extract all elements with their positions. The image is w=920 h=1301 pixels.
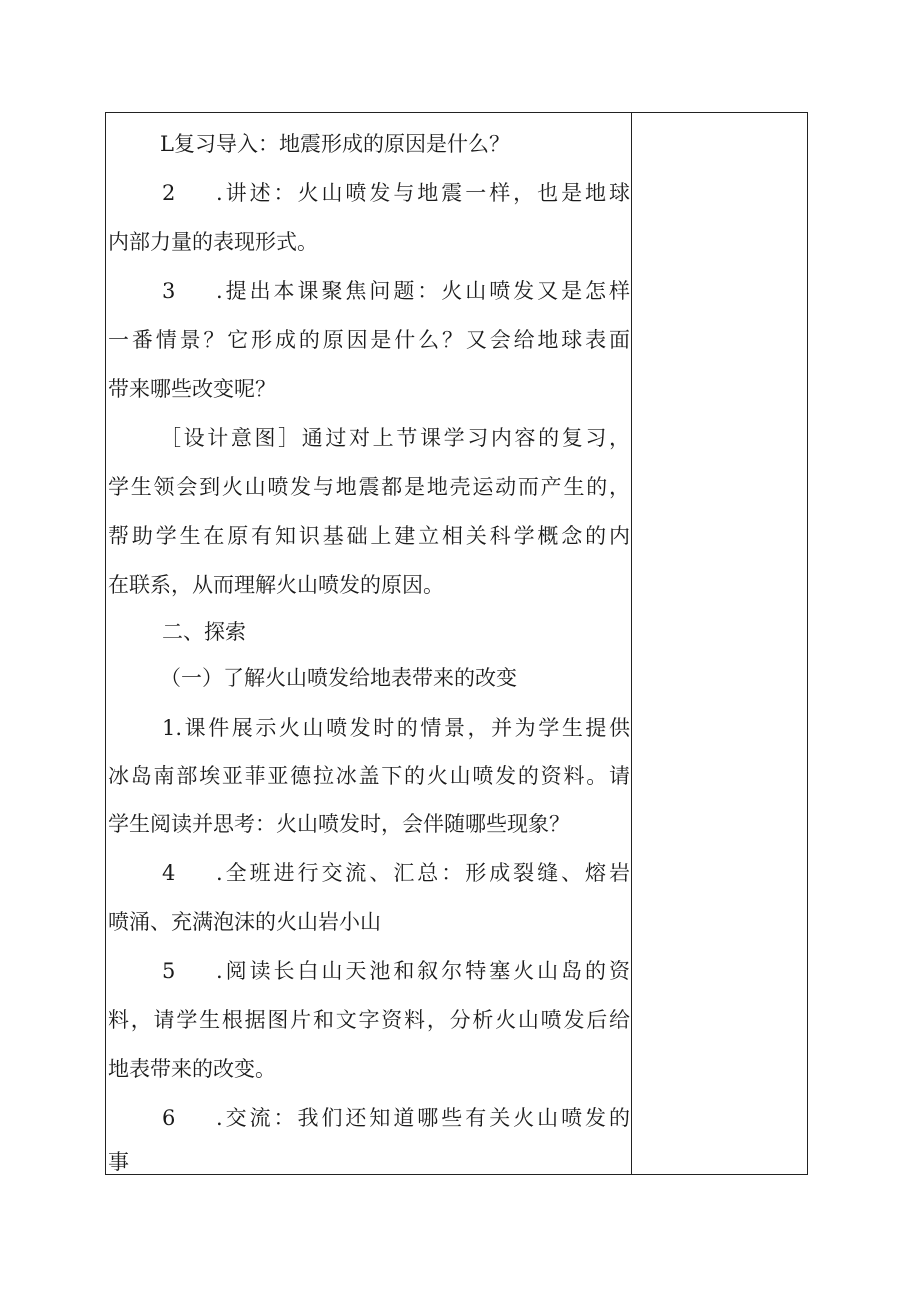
- text-line: .讲述：火山喷发与地震一样，也是地球: [216, 181, 630, 205]
- section-heading: 二、探索: [162, 620, 246, 644]
- text-line: 事: [108, 1150, 129, 1174]
- text-line: 冰岛南部埃亚菲亚德拉冰盖下的火山喷发的资料。请: [108, 764, 630, 788]
- text-line: 地表带来的改变。: [108, 1057, 276, 1081]
- text-line: .提出本课聚焦问题：火山喷发又是怎样: [216, 279, 630, 303]
- text-line: .阅读长白山天池和叙尔特塞火山岛的资: [216, 959, 630, 983]
- text-line: 1.课件展示火山喷发时的情景，并为学生提供: [162, 716, 630, 740]
- list-number: 3: [162, 279, 176, 303]
- subsection-heading: （一）了解火山喷发给地表带来的改变: [160, 666, 517, 690]
- text-line: .全班进行交流、汇总：形成裂缝、熔岩: [216, 861, 630, 885]
- text-line: 帮助学生在原有知识基础上建立相关科学概念的内: [108, 524, 630, 548]
- text-line: 一番情景？它形成的原因是什么？又会给地球表面: [108, 328, 630, 352]
- list-number: 6: [162, 1106, 176, 1130]
- list-number: 5: [162, 959, 176, 983]
- text-line: ［设计意图］通过对上节课学习内容的复习，: [160, 426, 630, 450]
- text-line: 在联系，从而理解火山喷发的原因。: [108, 573, 444, 597]
- text-line: 喷涌、充满泡沫的火山岩小山: [108, 910, 381, 934]
- list-number: 2: [162, 181, 176, 205]
- content-cell: [106, 113, 632, 1174]
- text-line: 内部力量的表现形式。: [108, 230, 318, 254]
- document-table: [105, 112, 808, 1175]
- text-line: 料，请学生根据图片和文字资料，分析火山喷发后给: [108, 1008, 630, 1032]
- text-line: 学生阅读并思考：火山喷发时，会伴随哪些现象？: [108, 812, 570, 836]
- list-number: 4: [162, 861, 176, 885]
- notes-cell: [632, 113, 807, 1174]
- text-line: 学生领会到火山喷发与地震都是地壳运动而产生的，: [108, 475, 630, 499]
- text-line: 带来哪些改变呢？: [108, 377, 276, 401]
- text-line: .交流：我们还知道哪些有关火山喷发的: [216, 1106, 630, 1130]
- text-line: L复习导入：地震形成的原因是什么？: [160, 132, 510, 156]
